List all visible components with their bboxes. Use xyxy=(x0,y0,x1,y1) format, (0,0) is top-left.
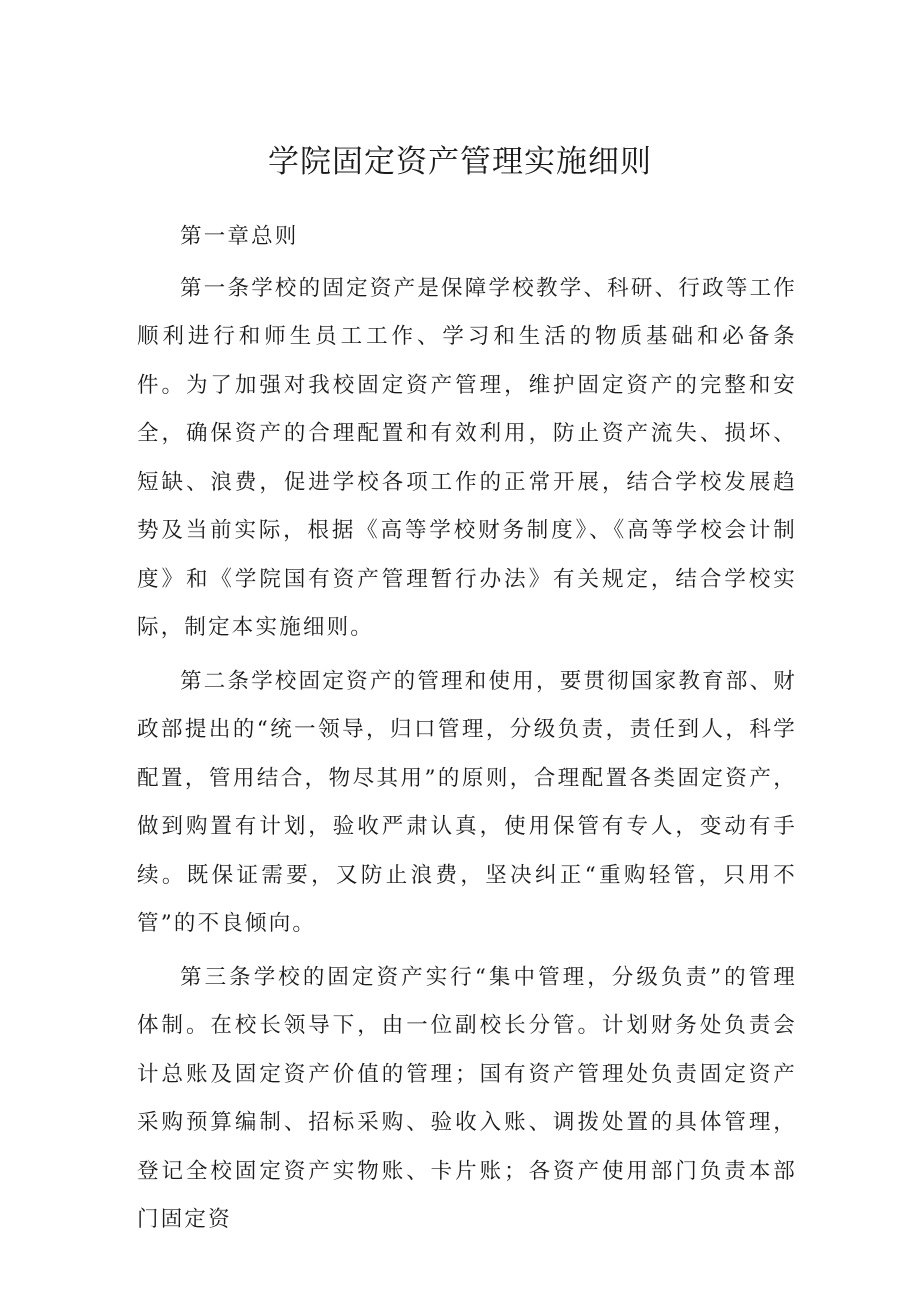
chapter-heading: 第一章总则 xyxy=(180,224,299,249)
article-3-paragraph: 第三条学校的固定资产实行“集中管理，分级负责”的管理体制。在校长领导下，由一位副校长分管。计划财务处负责会计总账及固定资产价值的管理；国有资产管理处负责固定资产采购预算编制、招标采购、验收入账、调拨处置的具体管理，登记全校固定资产实物账、卡片账；各资产使用部门负责本部门固定资 xyxy=(137,964,797,1232)
article-2-paragraph: 第二条学校固定资产的管理和使用，要贯彻国家教育部、财政部提出的“统一领导，归口管理，分级负责，责任到人，科学配置，管用结合，物尽其用”的原则，合理配置各类固定资产，做到购置有计划，验收严肃认真，使用保管有专人，变动有手续。既保证需要，又防止浪费，坚决纠正“重购轻管，只用不管”的不良倾向。 xyxy=(137,668,797,936)
document-title: 学院固定资产管理实施细则 xyxy=(268,144,652,180)
document-body xyxy=(137,213,797,1245)
article-1-paragraph: 第一条学校的固定资产是保障学校教学、科研、行政等工作顺利进行和师生员工工作、学习和生活的物质基础和必备条件。为了加强对我校固定资产管理，维护固定资产的完整和安全，确保资产的合理配置和有效利用，防止资产流失、损坏、短缺、浪费，促进学校各项工作的正常开展，结合学校发展趋势及当前实际，根据《高等学校财务制度》、《高等学校会计制度》和《学院国有资产管理暂行办法》有关规定，结合学校实际，制定本实施细则。 xyxy=(137,275,797,640)
